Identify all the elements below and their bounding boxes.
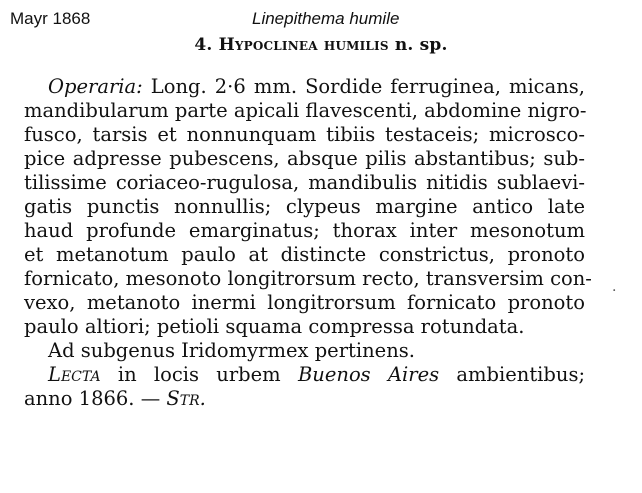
text-line-8: et metanotum paulo at distincte constrictus, pronoto [24,243,585,266]
author-abbrev: Str. [166,387,206,410]
heading-genus-initial: H [218,35,235,55]
text-line-6: gatis punctis nonnullis; clypeus margine antico late [24,195,585,218]
heading-species: HUMILIS [323,39,389,53]
locality-name: Buenos Aires [297,363,440,386]
text-line-13 [48,363,585,387]
lecta-term: Lecta [48,363,101,386]
heading-suffix: n. sp. [394,35,448,55]
text-line-3: fusco, tarsis et nonnunquam tibiis testaceis; microsco- [24,123,585,146]
text-line-4: pice adpresse pubescens, absque pilis abstantibus; sub- [24,147,585,170]
section-heading [0,35,642,55]
text-line-1 [48,75,585,99]
text-line-5: tilissime coriaceo-rugulosa, mandibulis nitidis sublaevi- [24,171,585,194]
text-line-9: fornicato, mesonoto longitrorsum recto, transversim con- [24,267,592,290]
text-line-2: mandibularum parte apicali flavescenti, abdomine nigro- [24,99,587,122]
text-line-1-rest: Long. 2·6 mm. Sordide ferruginea, micans, [150,75,585,98]
author-year-label: Mayr 1868 [10,9,91,28]
scan-speck: · [612,283,617,299]
heading-number: 4. [194,35,213,55]
operaria-term: Operaria: [48,75,143,98]
text-line-13-d: ambientibus; [456,363,586,386]
text-line-10: vexo, metanoto inermi longitrorsum fornicato pronoto [24,291,585,314]
species-name-label: Linepithema humile [252,9,400,28]
text-line-13-b: in locis urbem [117,363,281,386]
text-line-14 [24,387,585,411]
text-line-12: Ad subgenus Iridomyrmex pertinens. [48,339,415,362]
text-line-7: haud profunde emarginatus; thorax inter mesonotum [24,219,585,242]
text-line-11: paulo altiori; petioli squama compressa rotundata. [24,315,525,338]
text-line-14-a: anno 1866. — [24,387,161,410]
heading-genus-rest: YPOCLINEA [234,39,318,53]
